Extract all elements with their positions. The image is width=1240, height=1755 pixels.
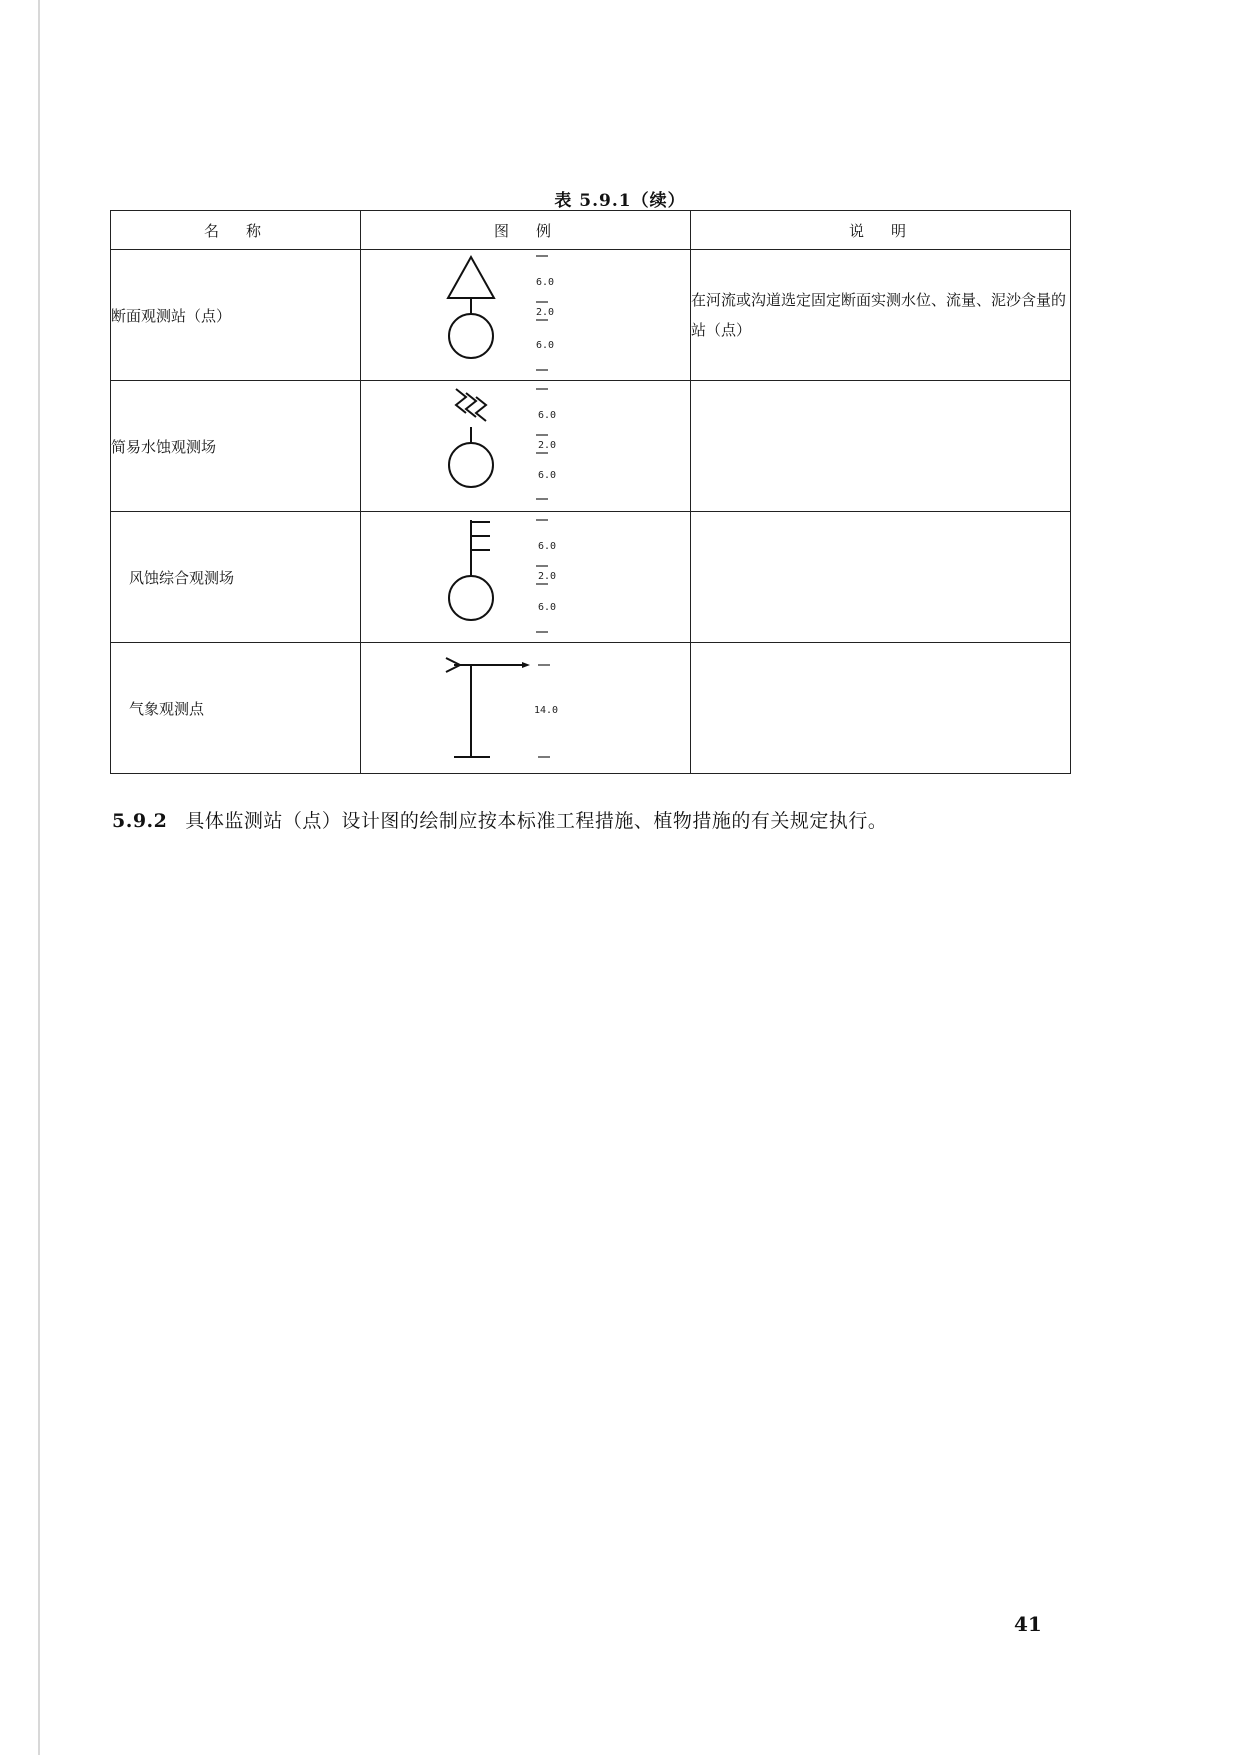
legend-table bbox=[110, 210, 1071, 774]
row-description bbox=[691, 643, 1071, 774]
dim-label: 6.0 bbox=[535, 277, 554, 288]
page-number: 41 bbox=[1014, 1612, 1042, 1636]
row-name: 风蚀综合观测场 bbox=[111, 512, 361, 643]
table-row bbox=[111, 250, 1071, 381]
row-description: 在河流或沟道选定固定断面实测水位、流量、泥沙含量的站（点） bbox=[691, 250, 1071, 381]
table-row bbox=[111, 381, 1071, 512]
row-name: 气象观测点 bbox=[111, 643, 361, 774]
row-description bbox=[691, 381, 1071, 512]
row-symbol bbox=[361, 250, 691, 381]
header-symbol: 图 例 bbox=[361, 211, 691, 250]
clause-text: 具体监测站（点）设计图的绘制应按本标准工程措施、植物措施的有关规定执行。 bbox=[185, 810, 888, 832]
flag-bars-over-circle-icon bbox=[426, 514, 626, 640]
dim-label: 6.0 bbox=[537, 541, 556, 552]
row-name: 简易水蚀观测场 bbox=[111, 381, 361, 512]
table-row bbox=[111, 643, 1071, 774]
dim-label: 6.0 bbox=[537, 410, 556, 421]
dim-label: 2.0 bbox=[537, 571, 556, 582]
zigzag-over-circle-icon bbox=[426, 383, 626, 509]
row-name: 断面观测站（点） bbox=[111, 250, 361, 381]
dim-label: 2.0 bbox=[535, 307, 554, 318]
triangle-over-circle-icon bbox=[426, 252, 626, 378]
arrow-over-post-icon bbox=[426, 645, 626, 771]
clause-number: 5.9.2 bbox=[112, 810, 168, 832]
dim-label: 6.0 bbox=[537, 602, 556, 613]
row-symbol bbox=[361, 643, 691, 774]
table-header-row bbox=[111, 211, 1071, 250]
scan-edge-line bbox=[38, 0, 40, 1755]
clause-paragraph bbox=[112, 806, 1072, 833]
dim-label: 2.0 bbox=[537, 440, 556, 451]
table-caption: 表 5.9.1（续） bbox=[554, 191, 686, 211]
header-description: 说 明 bbox=[691, 211, 1071, 250]
row-description bbox=[691, 512, 1071, 643]
row-symbol bbox=[361, 381, 691, 512]
table-row bbox=[111, 512, 1071, 643]
dim-label: 6.0 bbox=[535, 340, 554, 351]
dim-label: 14.0 bbox=[533, 705, 558, 716]
dim-label: 6.0 bbox=[537, 470, 556, 481]
header-name: 名 称 bbox=[111, 211, 361, 250]
row-symbol bbox=[361, 512, 691, 643]
